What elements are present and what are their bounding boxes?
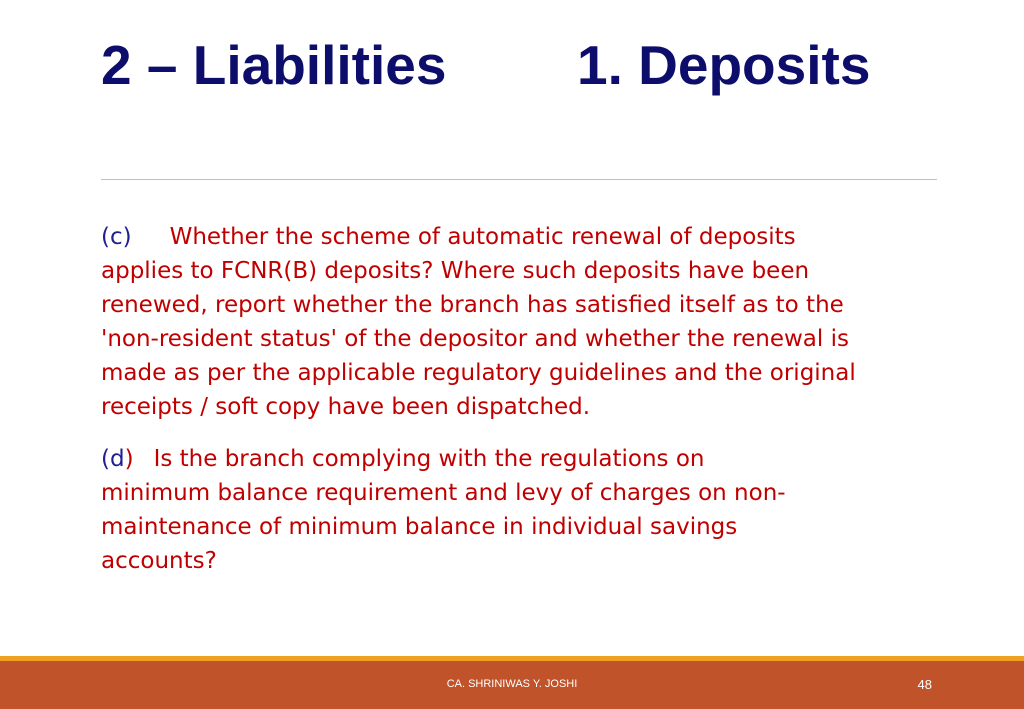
paragraph-c-line-1-text: Whether the scheme of automatic renewal of deposits	[169, 224, 796, 250]
paragraph-d-line-2: minimum balance requirement and levy of charges on non-	[101, 480, 786, 506]
paragraph-d	[101, 442, 951, 578]
page-number: 48	[917, 677, 932, 692]
title-divider	[101, 179, 937, 180]
slide-body	[101, 220, 951, 578]
paragraph-c-line-5: made as per the applicable regulatory guidelines and the original	[101, 360, 856, 386]
paragraph-c-line-2: applies to FCNR(B) deposits? Where such deposits have been	[101, 258, 810, 284]
title-part-deposits: 1. Deposits	[577, 34, 871, 96]
paragraph-c-marker: (c)	[101, 224, 132, 250]
footer-author: CA. SHRINIWAS Y. JOSHI	[446, 678, 578, 690]
paragraph-c-line-1	[101, 220, 951, 254]
paragraph-d-line-1-text: Is the branch complying with the regulations on	[153, 446, 705, 472]
paragraph-d-line-4: accounts?	[101, 548, 217, 574]
title-part-liabilities: 2 – Liabilities	[101, 34, 447, 96]
paragraph-c-line-4: 'non-resident status' of the depositor and whether the renewal is	[101, 326, 849, 352]
slide-title	[101, 30, 871, 100]
footer-bar	[0, 661, 1024, 709]
paragraph-c-line-6: receipts / soft copy have been dispatched.	[101, 394, 591, 420]
paragraph-d-marker-close: )	[124, 446, 134, 472]
paragraph-c	[101, 220, 951, 424]
paragraph-d-marker: (d	[101, 446, 125, 472]
paragraph-d-line-1	[101, 442, 951, 476]
paragraph-d-line-3: maintenance of minimum balance in individual savings	[101, 514, 738, 540]
paragraph-c-line-3: renewed, report whether the branch has satisfied itself as to the	[101, 292, 844, 318]
